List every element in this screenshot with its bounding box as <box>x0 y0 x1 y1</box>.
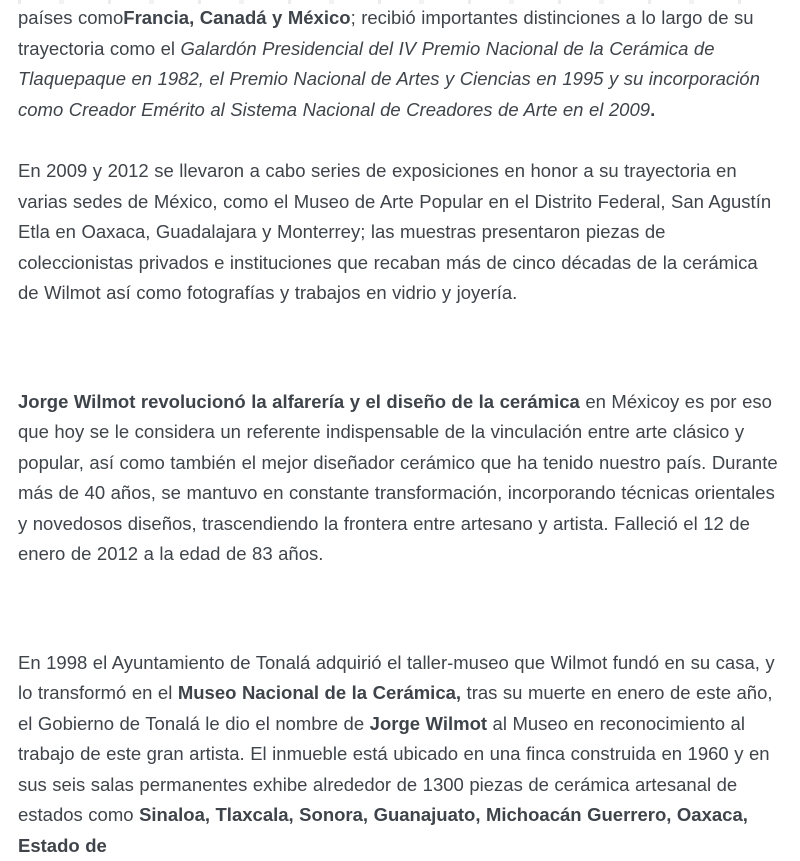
paragraph-museum <box>18 648 782 861</box>
text-run: Francia, Canadá y México <box>123 7 350 28</box>
text-run: en Méxicoy es por eso que hoy se le considera un referente indispensable de la vinculación entre arte clásico y popular, así como también el mejor diseñador cerámico que ha tenido nuestro país. Durante más de 40 años, se mantuvo en constante transformación, incorporando técnicas orientales y novedosos diseños, trascendiendo la frontera entre artesano y artista. Falleció el 12 de enero de 2012 a la edad de 83 años. <box>18 391 778 565</box>
text-run: . <box>650 99 655 120</box>
paragraph-spacer <box>18 340 782 356</box>
text-run: al Museo en reconocimiento al trabajo de este gran artista. El inmueble está ubicado en una finca construida en 1960 y en sus seis salas permanentes exhibe alrededor de 1300 piezas de cerámica artesanal de estados como <box>18 713 770 826</box>
paragraph-spacer <box>18 601 782 617</box>
text-run: En 1998 el Ayuntamiento de Tonalá adquirió el taller-museo que Wilmot fundó en su casa, y lo transformó en el <box>18 652 775 704</box>
text-run: ; recibió importantes distinciones a lo largo de su trayectoria como el <box>18 7 754 59</box>
text-run: países como <box>18 7 123 28</box>
text-run: Jorge Wilmot <box>370 713 487 734</box>
text-run: tras su muerte en enero de este año, el Gobierno de Tonalá le dio el nombre de <box>18 682 773 734</box>
clipped-previous-line <box>18 0 770 4</box>
paragraph-legacy <box>18 387 782 570</box>
text-run: Jorge Wilmot revolucionó la alfarería y el diseño de la cerámica <box>18 391 580 412</box>
text-run: Museo Nacional de la Cerámica, <box>178 682 461 703</box>
paragraph-awards <box>18 3 782 125</box>
text-run: En 2009 y 2012 se llevaron a cabo series de exposiciones en honor a su trayectoria en varias sedes de México, como el Museo de Arte Popular en el Distrito Federal, San Agustín Etla en Oaxaca, Guadalajara y Monterrey; las muestras presentaron piezas de coleccionistas privados e instituciones que recaban más de cinco décadas de la cerámica de Wilmot así como fotografías y trabajos en vidrio y joyería. <box>18 160 771 303</box>
text-run: Galardón Presidencial del IV Premio Nacional de la Cerámica de Tlaquepaque en 1982, el Premio Nacional de Artes y Ciencias en 1995 y su incorporación como Creador Emérito al Sistema Nacional de Creadores de Arte en el 2009 <box>18 38 760 120</box>
paragraph-exhibitions <box>18 156 782 309</box>
text-run: Sinaloa, Tlaxcala, Sonora, Guanajuato, Michoacán Guerrero, Oaxaca, Estado de <box>18 804 748 856</box>
